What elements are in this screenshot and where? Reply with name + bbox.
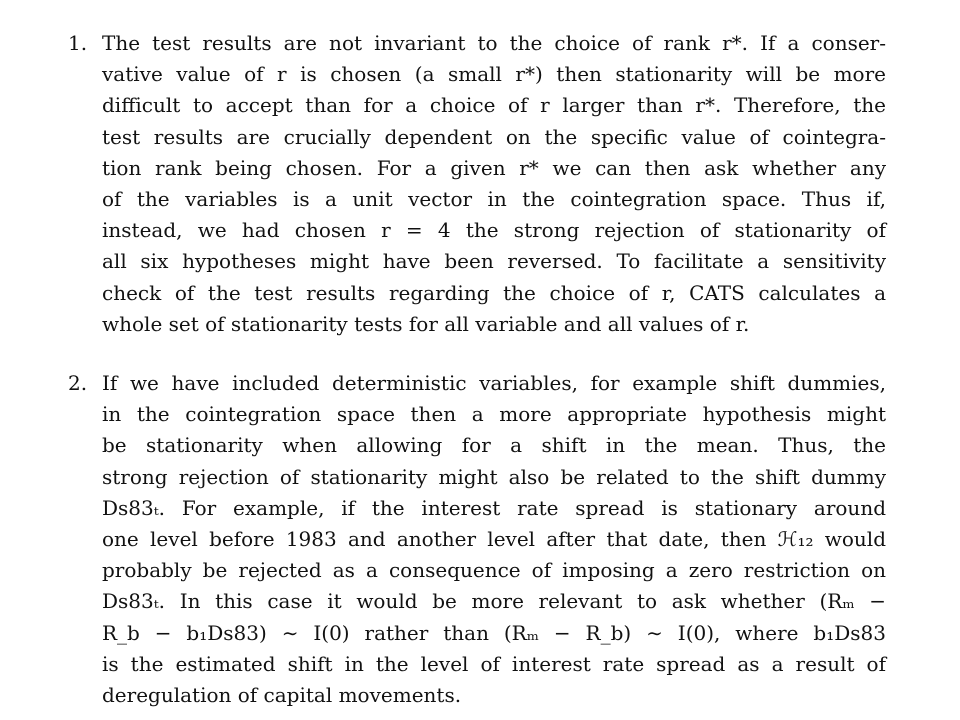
text-line: whole set of stationarity tests for all variable and all values of r.: [102, 311, 750, 336]
text-line: instead, we had chosen r = 4 the strong rejection of stationarity of: [102, 218, 886, 243]
text-line: probably be rejected as a consequence of imposing a zero restriction on: [102, 558, 886, 583]
text-line: is the estimated shift in the level of interest rate spread as a result of: [102, 651, 886, 676]
text-line: If we have included deterministic variables, for example shift dummies,: [102, 371, 886, 395]
text-line: all six hypotheses might have been reversed. To facilitate a sensitivity: [102, 249, 886, 274]
text-line: The test results are not invariant to the choice of rank r*. If a conser-: [102, 31, 886, 55]
text-line: vative value of r is chosen (a small r*) then stationarity will be more: [102, 62, 886, 87]
text-line: strong rejection of stationarity might also be related to the shift dummy: [102, 464, 886, 489]
text-line: R_b − b₁Ds83) ∼ I(0) rather than (Rₘ − R_b) ∼ I(0), where b₁Ds83: [102, 620, 886, 645]
list-item-2: [68, 368, 886, 711]
text-line: Ds83ₜ. In this case it would be more relevant to ask whether (Rₘ −: [102, 589, 886, 614]
text-line: in the cointegration space then a more appropriate hypothesis might: [102, 402, 886, 427]
paragraph-1: [102, 28, 886, 340]
text-line: difficult to accept than for a choice of r larger than r*. Therefore, the: [102, 93, 886, 118]
text-line: deregulation of capital movements.: [102, 683, 462, 708]
text-line: test results are crucially dependent on the specific value of cointegra-: [102, 124, 886, 149]
item-number: 2.: [68, 371, 88, 395]
text-line: Ds83ₜ. For example, if the interest rate spread is stationary around: [102, 495, 886, 520]
text-line: of the variables is a unit vector in the cointegration space. Thus if,: [102, 187, 886, 212]
text-line: one level before 1983 and another level after that date, then ℋ₁₂ would: [102, 527, 886, 552]
item-number: 1.: [68, 31, 88, 55]
paragraph-2: [102, 368, 886, 711]
text-line: be stationarity when allowing for a shift in the mean. Thus, the: [102, 433, 886, 458]
text-line: tion rank being chosen. For a given r* we can then ask whether any: [102, 155, 886, 180]
list-item-1: [68, 28, 886, 340]
text-line: check of the test results regarding the choice of r, CATS calculates a: [102, 280, 886, 305]
